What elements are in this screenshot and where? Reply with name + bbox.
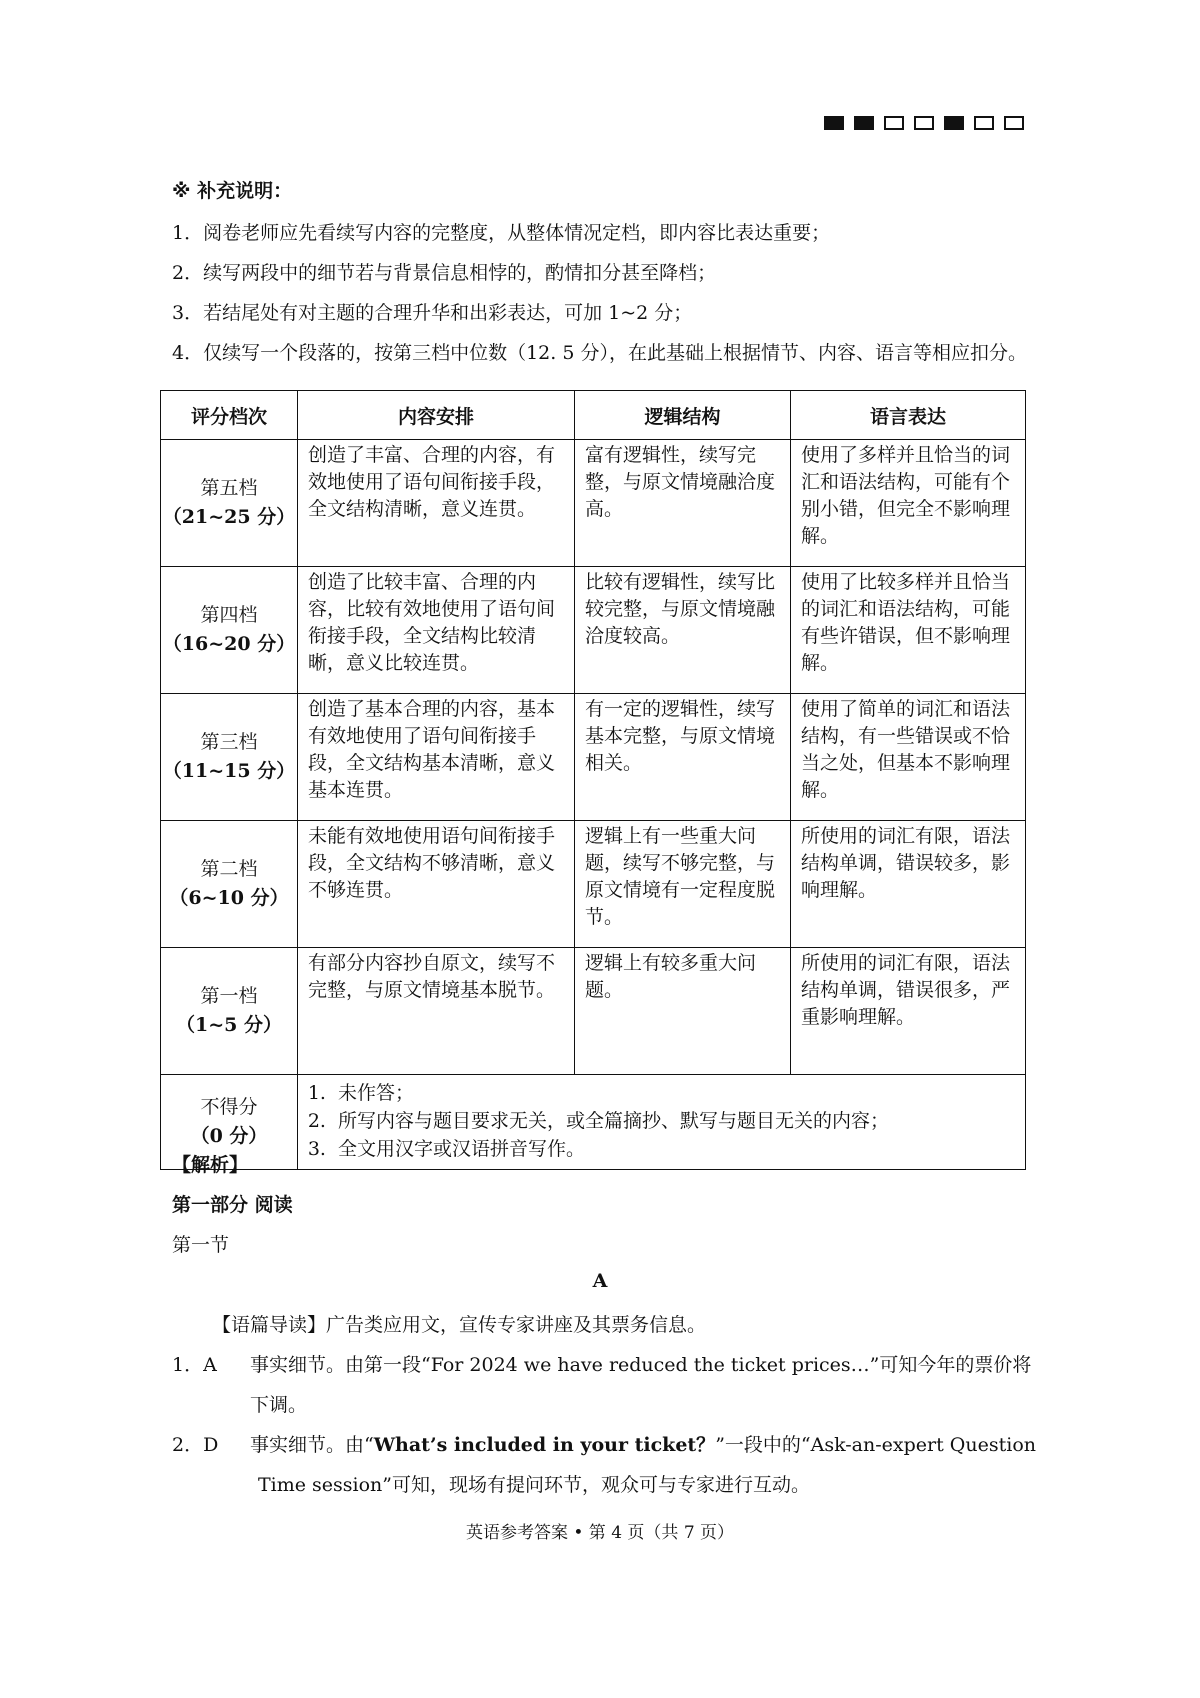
language-cell: 使用了比较多样并且恰当的词汇和语法结构，可能有些许错误，但不影响理解。 bbox=[791, 567, 1026, 694]
language-cell: 使用了多样并且恰当的词汇和语法结构，可能有个别小错，但完全不影响理解。 bbox=[791, 440, 1026, 567]
mark-square bbox=[1004, 116, 1024, 130]
explanation-text: 事实细节。由“ bbox=[250, 1434, 374, 1456]
note-item: 2．续写两段中的细节若与背景信息相悖的，酌情扣分甚至降档； bbox=[172, 262, 717, 284]
level-cell bbox=[161, 694, 298, 821]
logic-cell: 逻辑上有一些重大问题，续写不够完整，与原文情境有一定程度脱节。 bbox=[575, 821, 791, 948]
level-range: （0 分） bbox=[190, 1125, 268, 1147]
answer-explanation-cont: Time session”可知，现场有提问环节，观众可与专家进行互动。 bbox=[258, 1474, 811, 1496]
answer-number: 2．D bbox=[172, 1434, 219, 1456]
quoted-heading: What’s included in your ticket？ bbox=[373, 1434, 716, 1456]
content-cell: 创造了丰富、合理的内容，有效地使用了语句间衔接手段，全文结构清晰，意义连贯。 bbox=[298, 440, 575, 567]
level-cell bbox=[161, 567, 298, 694]
mark-square bbox=[944, 116, 964, 130]
page-footer: 英语参考答案 • 第 4 页（共 7 页） bbox=[465, 1523, 735, 1543]
rubric-zero-row bbox=[161, 1075, 1026, 1170]
rubric-row bbox=[161, 948, 1026, 1075]
zero-criterion: 2. 所写内容与题目要求无关，或全篇摘抄、默写与题目无关的内容； bbox=[332, 1107, 1015, 1135]
rubric-row bbox=[161, 821, 1026, 948]
level-name: 第五档 bbox=[200, 477, 258, 499]
level-range: （6~10 分） bbox=[169, 887, 289, 909]
notes-title: ※ 补充说明： bbox=[172, 180, 293, 202]
language-cell: 使用了简单的词汇和语法结构，有一些错误或不恰当之处，但基本不影响理解。 bbox=[791, 694, 1026, 821]
rubric-table bbox=[160, 390, 1026, 1170]
answer-explanation: 事实细节。由第一段“For 2024 we have reduced the ticket prices…”可知今年的票价将 bbox=[250, 1354, 1032, 1376]
passage-intro: 【语篇导读】广告类应用文，宣传专家讲座及其票务信息。 bbox=[212, 1314, 707, 1336]
language-cell: 所使用的词汇有限，语法结构单调，错误较多，影响理解。 bbox=[791, 821, 1026, 948]
content-cell: 有部分内容抄自原文，续写不完整，与原文情境基本脱节。 bbox=[298, 948, 575, 1075]
zero-criteria-cell bbox=[298, 1075, 1026, 1170]
rubric-header-row bbox=[161, 391, 1026, 440]
answer-explanation bbox=[250, 1430, 1036, 1457]
level-cell bbox=[161, 440, 298, 567]
level-range: （16~20 分） bbox=[162, 633, 296, 655]
answer-number: 1．A bbox=[172, 1354, 217, 1376]
mark-square bbox=[914, 116, 934, 130]
header-marks bbox=[824, 116, 1024, 130]
logic-cell: 逻辑上有较多重大问题。 bbox=[575, 948, 791, 1075]
level-cell bbox=[161, 948, 298, 1075]
analysis-title: 【解析】 bbox=[172, 1154, 249, 1176]
rubric-row bbox=[161, 440, 1026, 567]
explanation-text: ”一段中的“Ask-an-expert Question bbox=[715, 1434, 1036, 1456]
passage-label: A bbox=[592, 1270, 608, 1292]
content-cell: 创造了基本合理的内容，基本有效地使用了语句间衔接手段，全文结构基本清晰，意义基本连贯。 bbox=[298, 694, 575, 821]
mark-square bbox=[974, 116, 994, 130]
content-cell: 创造了比较丰富、合理的内容，比较有效地使用了语句间衔接手段，全文结构比较清晰，意义比较连贯。 bbox=[298, 567, 575, 694]
column-header: 评分档次 bbox=[161, 391, 298, 440]
rubric-row bbox=[161, 567, 1026, 694]
note-item: 3．若结尾处有对主题的合理升华和出彩表达，可加 1~2 分； bbox=[172, 302, 693, 324]
logic-cell: 有一定的逻辑性，续写基本完整，与原文情境相关。 bbox=[575, 694, 791, 821]
level-name: 第二档 bbox=[200, 858, 258, 880]
answer-explanation-cont: 下调。 bbox=[250, 1394, 308, 1416]
logic-cell: 比较有逻辑性，续写比较完整，与原文情境融洽度较高。 bbox=[575, 567, 791, 694]
note-item: 1．阅卷老师应先看续写内容的完整度，从整体情况定档，即内容比表达重要； bbox=[172, 222, 831, 244]
section-title: 第一节 bbox=[172, 1234, 230, 1256]
level-range: （11~15 分） bbox=[162, 760, 296, 782]
mark-square bbox=[854, 116, 874, 130]
rubric-row bbox=[161, 694, 1026, 821]
level-range: （21~25 分） bbox=[162, 506, 296, 528]
level-name: 不得分 bbox=[200, 1096, 258, 1118]
note-item: 4．仅续写一个段落的，按第三档中位数（12. 5 分），在此基础上根据情节、内容、语言等相应扣分。 bbox=[172, 342, 1027, 364]
content-cell: 未能有效地使用语句间衔接手段，全文结构不够清晰，意义不够连贯。 bbox=[298, 821, 575, 948]
column-header: 内容安排 bbox=[298, 391, 575, 440]
zero-criterion: 1. 未作答； bbox=[332, 1079, 1015, 1107]
level-range: （1~5 分） bbox=[176, 1014, 282, 1036]
level-name: 第一档 bbox=[200, 985, 258, 1007]
zero-criterion: 3. 全文用汉字或汉语拼音写作。 bbox=[332, 1135, 1015, 1163]
mark-square bbox=[884, 116, 904, 130]
column-header: 逻辑结构 bbox=[575, 391, 791, 440]
column-header: 语言表达 bbox=[791, 391, 1026, 440]
part-title: 第一部分 阅读 bbox=[172, 1194, 293, 1216]
logic-cell: 富有逻辑性，续写完整，与原文情境融洽度高。 bbox=[575, 440, 791, 567]
level-cell bbox=[161, 821, 298, 948]
mark-square bbox=[824, 116, 844, 130]
zero-criteria-list bbox=[308, 1079, 1015, 1163]
level-name: 第四档 bbox=[200, 604, 258, 626]
language-cell: 所使用的词汇有限，语法结构单调，错误很多，严重影响理解。 bbox=[791, 948, 1026, 1075]
level-name: 第三档 bbox=[200, 731, 258, 753]
